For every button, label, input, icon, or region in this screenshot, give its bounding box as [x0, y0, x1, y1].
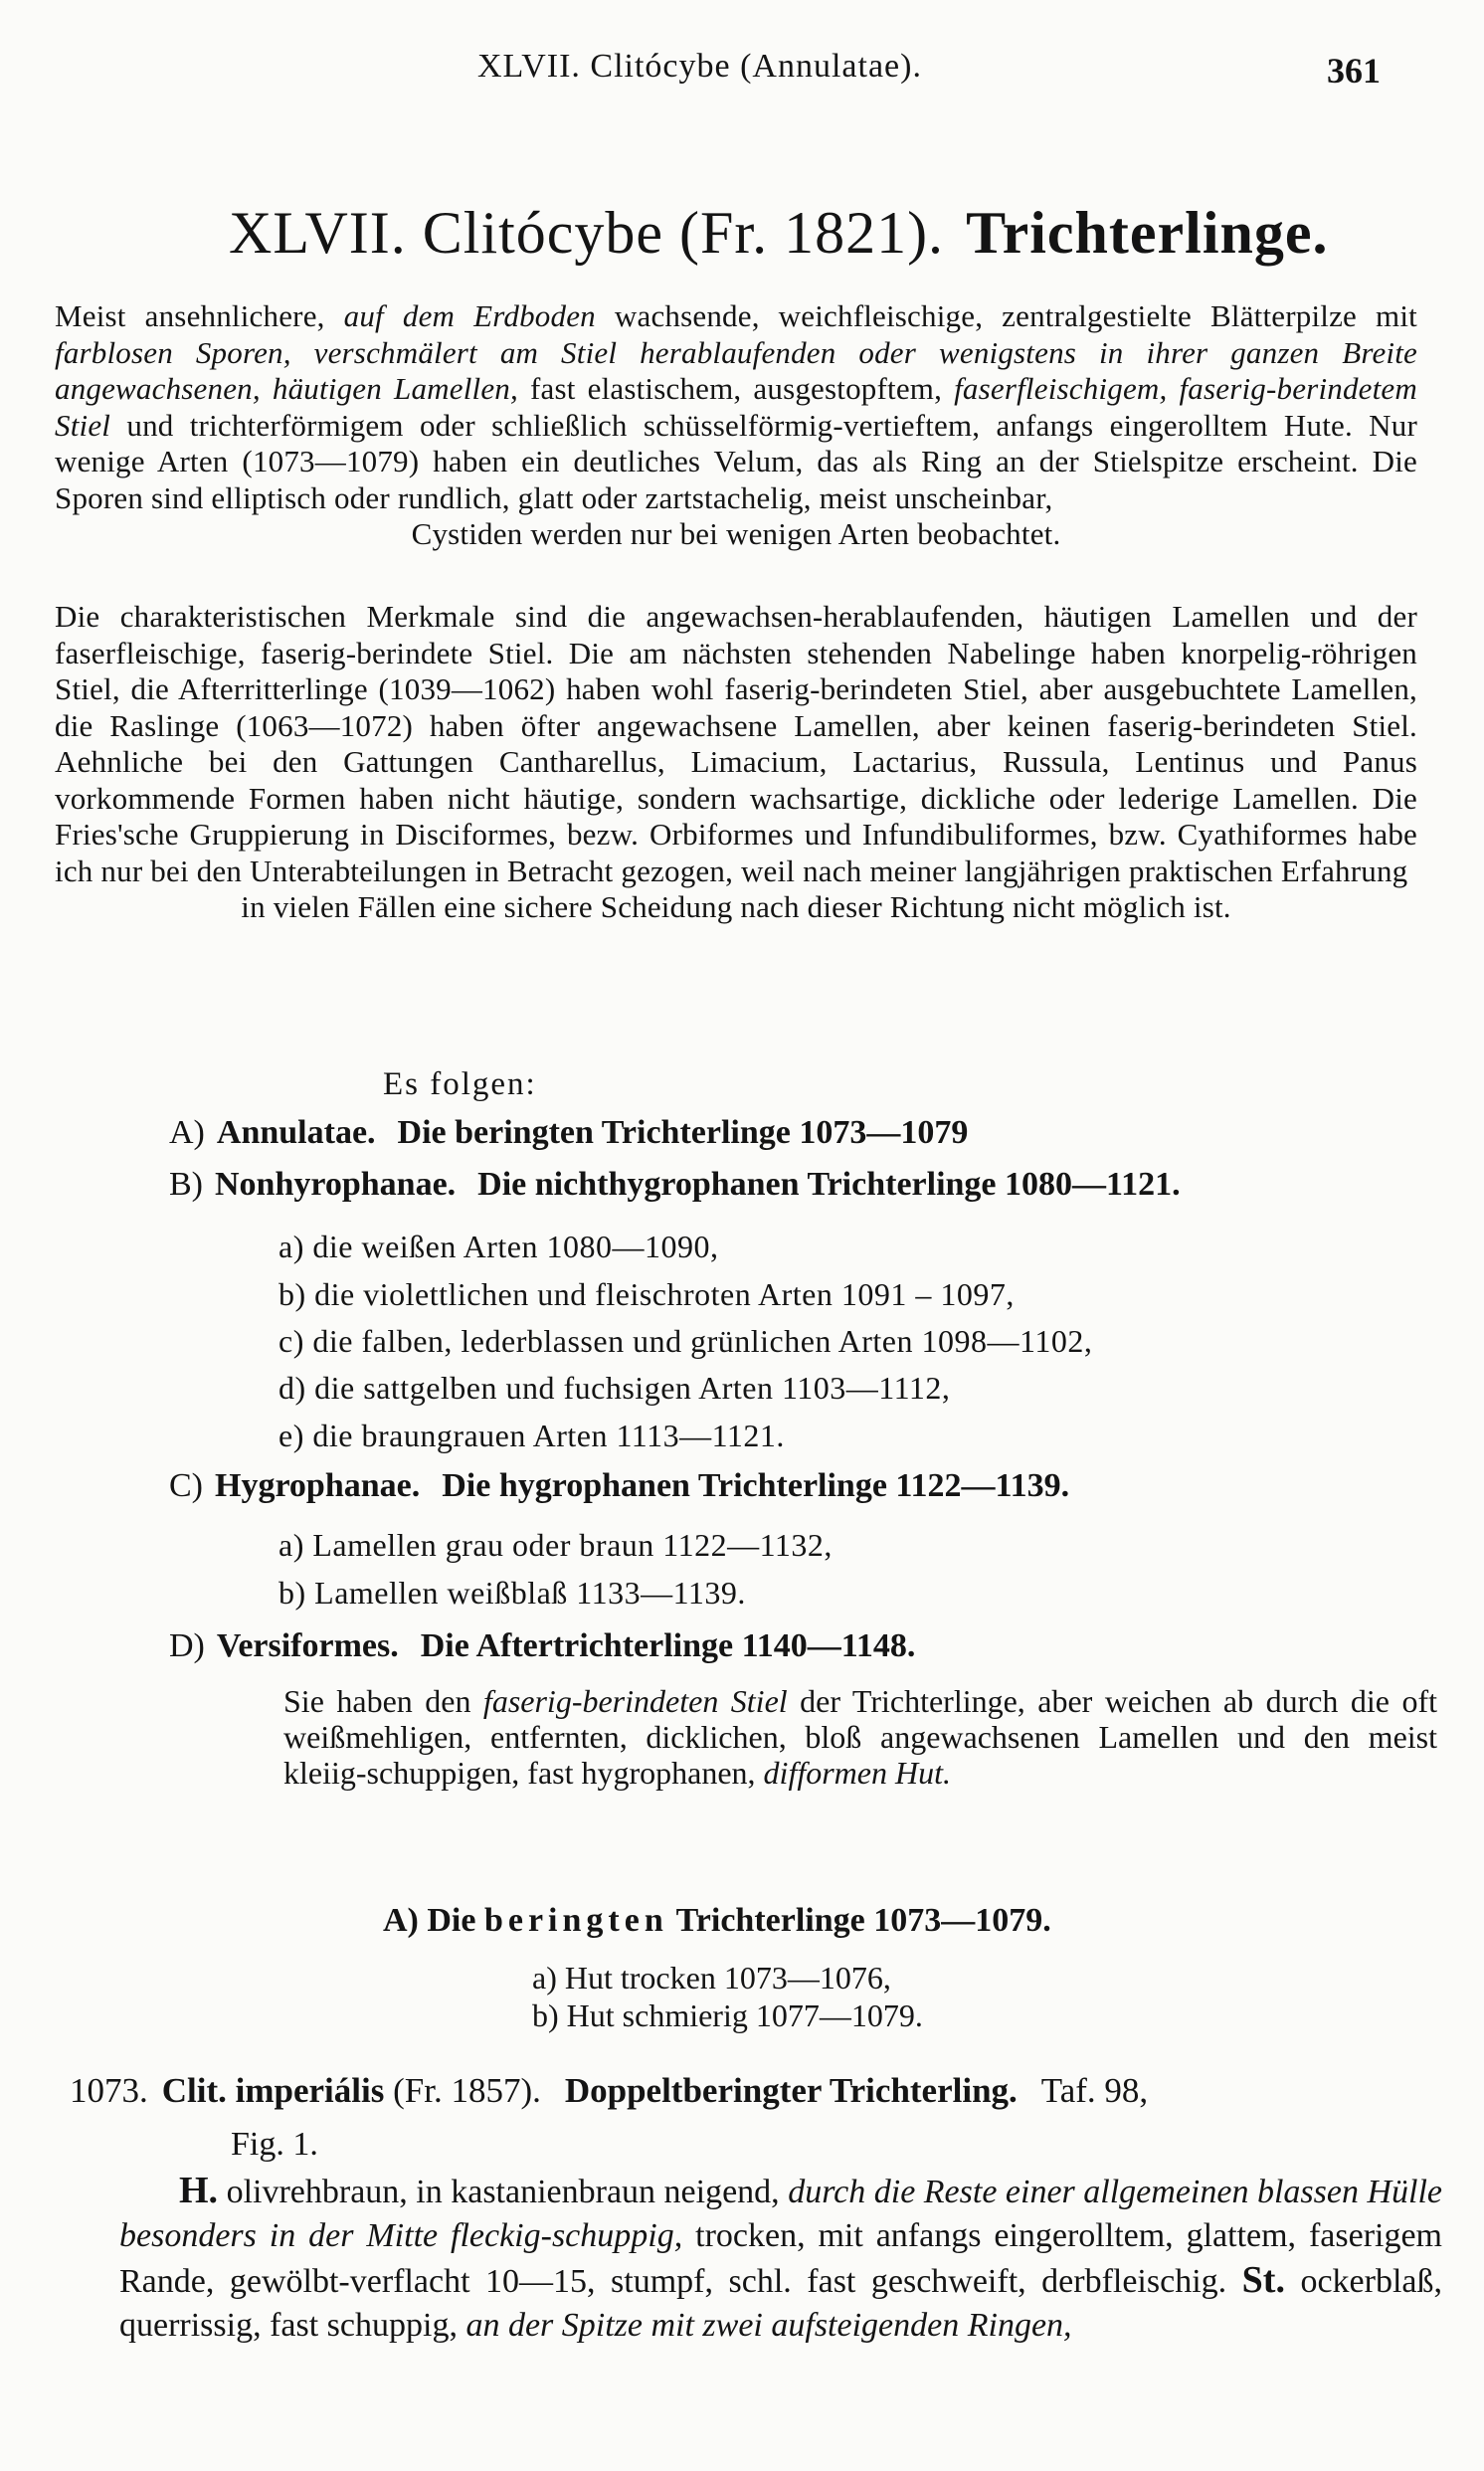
group-name: Nonhyrophanae. — [215, 1166, 457, 1203]
intro-text-italic: auf dem Erdboden — [343, 298, 596, 333]
d-text: Sie haben den — [283, 1683, 483, 1719]
species-text: trocken, mit anfangs eingerolltem, glattem, faserigem Rande, gewölbt-verflacht 10—15, stumpf, schl. fast geschweift, derbfleischig. — [119, 2217, 1442, 2300]
group-c — [169, 1467, 1069, 1505]
chapter-title-german: Trichterlinge. — [966, 200, 1329, 266]
species-plate: Taf. 98, — [1040, 2071, 1149, 2110]
intro-text: fast elastischem, ausgestopftem, — [517, 371, 955, 406]
group-desc: Die hygrophanen Trichterlinge 1122—1139. — [442, 1467, 1070, 1504]
species-text-italic: durch die Reste einer allgemeinen blassen Hülle besonders in der Mitte fleckig-schuppig, — [119, 2174, 1442, 2254]
group-b — [169, 1166, 1181, 1204]
chapter-title — [229, 199, 1329, 268]
group-b-sub: d) die sattgelben und fuchsigen Arten 1103—1112, — [278, 1370, 951, 1406]
intro-text: wachsende, weichfleischige, zentralgestielte Blätterpilze mit — [595, 298, 1417, 333]
section-a-suffix: Trichterlinge 1073—1079. — [675, 1902, 1051, 1939]
group-b-sub: a) die weißen Arten 1080—1090, — [278, 1229, 719, 1264]
group-a — [169, 1114, 968, 1152]
section-a-prefix: A) Die — [383, 1902, 476, 1939]
group-b-sub: b) die violettlichen und fleischroten Arten 1091 – 1097, — [278, 1276, 1015, 1312]
group-d-description — [283, 1683, 1437, 1791]
intro-text-italic: faserfleischigem, faserig-berindetem Stiel — [55, 371, 1417, 443]
group-c-sub: b) Lamellen weißblaß 1133—1139. — [278, 1575, 746, 1611]
species-name: Clit. imperiális — [161, 2071, 385, 2110]
page-number: 361 — [1327, 51, 1381, 91]
group-desc: Die beringten Trichterlinge 1073—1079 — [397, 1114, 969, 1151]
species-text: olivrehbraun, in kastanienbraun neigend, — [218, 2174, 789, 2210]
group-letter: A) — [169, 1114, 205, 1151]
group-letter: D) — [169, 1627, 205, 1664]
group-b-sub: e) die braungrauen Arten 1113—1121. — [278, 1418, 785, 1453]
d-text-italic: difformen Hut. — [763, 1755, 951, 1791]
species-text: ockerblaß, querrissig, fast schuppig, — [119, 2263, 1443, 2344]
intro-text: Meist ansehnlichere, — [55, 298, 344, 333]
stem-marker: St. — [1241, 2259, 1285, 2301]
species-figure: Fig. 1. — [231, 2126, 318, 2163]
intro-last-line: Cystiden werden nur bei wenigen Arten beobachtet. — [411, 516, 1061, 551]
d-text-italic: faserig-berindeten Stiel — [482, 1683, 788, 1719]
group-name: Versiformes. — [216, 1627, 399, 1664]
running-head: XLVII. Clitócybe (Annulatae). — [477, 48, 922, 85]
d-text: der Trichterlinge, aber weichen ab durch die oft weißmehligen, entfernten, dicklichen, bloß angewachsenen Lamellen und den meist kleiig-schuppigen, fast hygrophanen, — [283, 1683, 1438, 1791]
species-text-italic: an der Spitze mit zwei aufsteigenden Ringen, — [465, 2307, 1072, 2344]
section-a-sub: a) Hut trocken 1073—1076, — [532, 1960, 891, 1996]
chapter-title-latin: XLVII. Clitócybe (Fr. 1821). — [229, 200, 945, 266]
follows-label: Es folgen: — [383, 1066, 537, 1102]
species-common-name: Doppeltberingter Trichterling. — [564, 2071, 1018, 2110]
intro-text-italic: farblosen Sporen, verschmälert am Stiel herablaufenden oder wenigstens in ihrer ganzen Breite angewachsenen, häutigen Lamellen, — [55, 334, 1417, 406]
group-desc: Die Aftertrichterlinge 1140—1148. — [420, 1627, 916, 1664]
intro-text: und trichterförmigem oder schließlich schüsselförmig-vertieftem, anfangs eingerolltem Hute. Nur wenige Arten (1073—1079) haben ein deutliches Velum, das als Ring an der Stielspitze erscheint. Die Sporen sind elliptisch oder rundlich, glatt oder zartstachelig, meist unscheinbar, — [55, 407, 1417, 515]
section-a-spaced: beringten — [483, 1902, 668, 1939]
group-letter: C) — [169, 1467, 203, 1504]
species-heading — [70, 2071, 1442, 2111]
characteristics-last-line: in vielen Fällen eine sichere Scheidung nach dieser Richtung nicht möglich ist. — [241, 889, 1231, 924]
group-letter: B) — [169, 1166, 203, 1203]
section-a-sub: b) Hut schmierig 1077—1079. — [532, 1997, 923, 2033]
hat-marker: H. — [179, 2170, 219, 2211]
intro-paragraph — [55, 298, 1417, 553]
group-desc: Die nichthygrophanen Trichterlinge 1080—1121. — [477, 1166, 1181, 1203]
species-description — [119, 2169, 1442, 2348]
group-b-sub: c) die falben, lederblassen und grünlichen Arten 1098—1102, — [278, 1323, 1093, 1359]
group-d — [169, 1627, 915, 1665]
section-a-heading — [383, 1902, 1051, 1940]
species-authority: (Fr. 1857). — [393, 2071, 541, 2110]
group-name: Hygrophanae. — [215, 1467, 421, 1504]
species-number: 1073. — [70, 2071, 148, 2110]
group-name: Annulatae. — [216, 1114, 376, 1151]
characteristics-text: Die charakteristischen Merkmale sind die angewachsen-herablaufenden, häutigen Lamellen und der faserfleischige, faserig-berindete Stiel. Die am nächsten stehenden Nabelinge haben knorpelig-röhrigen Stiel, die Afterritterlinge (1039—1062) haben wohl faserig-berindeten Stiel, aber ausgebuchtete Lamellen, die Raslinge (1063—1072) haben öfter angewachsene Lamellen, aber keinen faserig-berindeten Stiel. Aehnliche bei den Gattungen Cantharellus, Limacium, Lactarius, Russula, Lentinus und Panus vorkommende Formen haben nicht häutige, sondern wachsartige, dickliche oder lederige Lamellen. Die Fries'sche Gruppierung in Disciformes, bezw. Orbiformes und Infundibuliformes, bzw. Cyathiformes habe ich nur bei den Unterabteilungen in Betracht gezogen, weil nach meiner langjährigen praktischen Erfahrung — [55, 599, 1417, 888]
group-c-sub: a) Lamellen grau oder braun 1122—1132, — [278, 1527, 833, 1563]
characteristics-paragraph — [55, 599, 1417, 926]
